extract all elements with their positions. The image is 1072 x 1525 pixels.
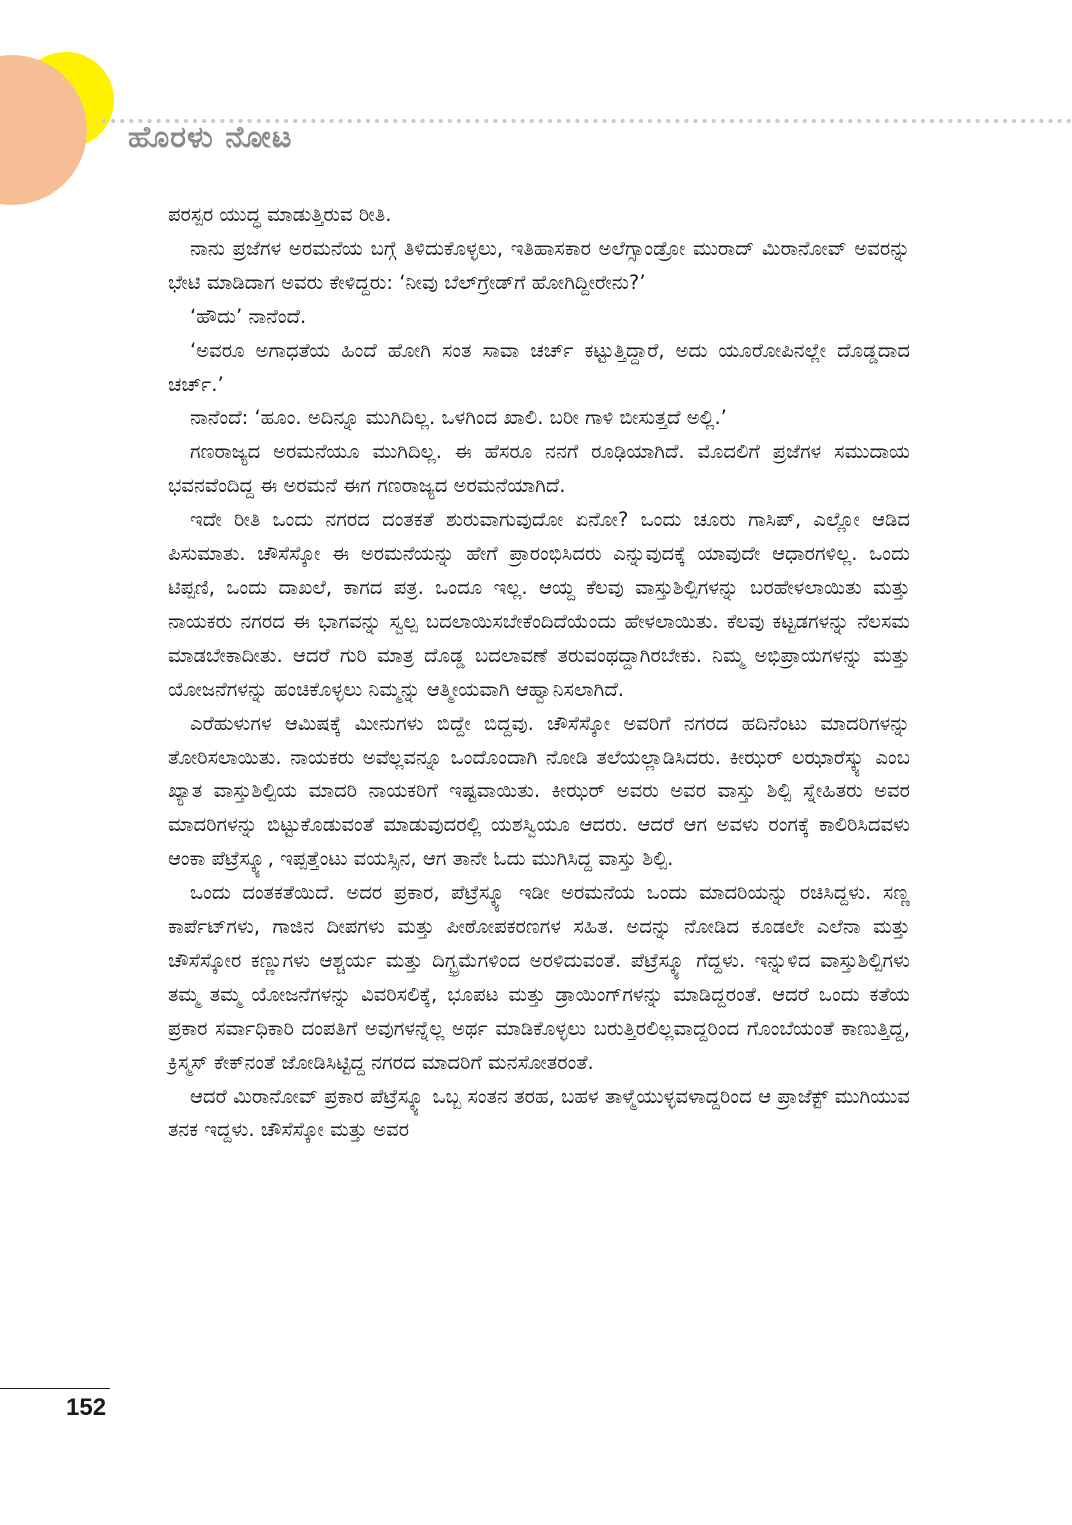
- paragraph: ನಾನೆಂದೆ: ‘ಹೂಂ. ಅದಿನ್ನೂ ಮುಗಿದಿಲ್ಲ. ಒಳಗಿಂದ ಖಾಲಿ. ಬರೀ ಗಾಳಿ ಬೀಸುತ್ತದೆ ಅಲ್ಲಿ.’: [190, 406, 727, 430]
- article-body: [168, 198, 910, 1147]
- paragraph: ‘ಅವರೂ ಅಗಾಧತೆಯ ಹಿಂದೆ ಹೋಗಿ ಸಂತ ಸಾವಾ ಚರ್ಚ್ ಕಟ್ಟುತ್ತಿದ್ದಾರೆ, ಅದು ಯೂರೋಪಿನಲ್ಲೇ ದೊಡ್ಡದಾದ ಚರ್ಚ್.’: [168, 338, 910, 396]
- paragraph: ಒಂದು ದಂತಕತೆಯಿದೆ. ಅದರ ಪ್ರಕಾರ, ಪೆಟ್ರೆಸ್ಕ್ಯೂ ಇಡೀ ಅರಮನೆಯ ಒಂದು ಮಾದರಿಯನ್ನು ರಚಿಸಿದ್ದಳು. ಸಣ್ಣ ಕಾರ್ಪೆಟ್‌ಗಳು, ಗಾಜಿನ ದೀಪಗಳು ಮತ್ತು ಪೀಠೋಪಕರಣಗಳ ಸಹಿತ. ಅದನ್ನು ನೋಡಿದ ಕೂಡಲೇ ಎಲೆನಾ ಮತ್ತು ಚೌಸೆಸ್ಕೋರ ಕಣ್ಣುಗಳು ಆಶ್ಚರ್ಯ ಮತ್ತು ದಿಗ್ಭ್ರಮೆಗಳಿಂದ ಅರಳಿದುವಂತೆ. ಪೆಟ್ರೆಸ್ಕ್ಯೂ ಗೆದ್ದಳು. ಇನ್ನುಳಿದ ವಾಸ್ತುಶಿಲ್ಪಿಗಳು ತಮ್ಮ ತಮ್ಮ ಯೋಜನೆಗಳನ್ನು ವಿವರಿಸಲಿಕ್ಕೆ, ಭೂಪಟ ಮತ್ತು ಡ್ರಾಯಿಂಗ್‌ಗಳನ್ನು ಮಾಡಿದ್ದರಂತೆ. ಆದರೆ ಒಂದು ಕತೆಯ ಪ್ರಕಾರ ಸರ್ವಾಧಿಕಾರಿ ದಂಪತಿಗೆ ಅವುಗಳನ್ನೆಲ್ಲ ಅರ್ಥ ಮಾಡಿಕೊಳ್ಳಲು ಬರುತ್ತಿರಲಿಲ್ಲವಾದ್ದರಿಂದ ಗೊಂಬೆಯಂತೆ ಕಾಣುತ್ತಿದ್ದ, ಕ್ರಿಸ್ಮಸ್ ಕೇಕ್‌ನಂತೆ ಜೋಡಿಸಿಟ್ಟಿದ್ದ ನಗರದ ಮಾದರಿಗೆ ಮನಸೋತರಂತೆ.: [168, 881, 910, 1074]
- page-number-rule: [0, 1388, 110, 1389]
- paragraph: ಎರೆಹುಳುಗಳ ಆಮಿಷಕ್ಕೆ ಮೀನುಗಳು ಬಿದ್ದೇ ಬಿದ್ದವು. ಚೌಸೆಸ್ಕೋ ಅವರಿಗೆ ನಗರದ ಹದಿನೆಂಟು ಮಾದರಿಗಳನ್ನು ತೋರಿಸಲಾಯಿತು. ನಾಯಕರು ಅವೆಲ್ಲವನ್ನೂ ಒಂದೊಂದಾಗಿ ನೋಡಿ ತಲೆಯಲ್ಲಾಡಿಸಿದರು. ಕೀಝರ್ ಲಝಾರೆಸ್ಕ್ಯು ಎಂಬ ಖ್ಯಾತ ವಾಸ್ತುಶಿಲ್ಪಿಯ ಮಾದರಿ ನಾಯಕರಿಗೆ ಇಷ್ಟವಾಯಿತು. ಕೀಝರ್ ಅವರು ಅವರ ವಾಸ್ತು ಶಿಲ್ಪಿ ಸ್ನೇಹಿತರು ಅವರ ಮಾದರಿಗಳನ್ನು ಬಿಟ್ಟುಕೊಡುವಂತೆ ಮಾಡುವುದರಲ್ಲಿ ಯಶಸ್ವಿಯೂ ಆದರು. ಆದರೆ ಆಗ ಅವಳು ರಂಗಕ್ಕೆ ಕಾಲಿರಿಸಿದವಳು ಆಂಕಾ ಪೆಟ್ರೆಸ್ಕ್ಯೂ, ಇಪ್ಪತ್ತೆಂಟು ವಯಸ್ಸಿನ, ಆಗ ತಾನೇ ಓದು ಮುಗಿಸಿದ್ದ ವಾಸ್ತು ಶಿಲ್ಪಿ.: [168, 711, 910, 871]
- page-number: 152: [66, 1394, 107, 1421]
- corner-decoration: [0, 0, 1072, 220]
- paragraph: ಇದೇ ರೀತಿ ಒಂದು ನಗರದ ದಂತಕತೆ ಶುರುವಾಗುವುದೋ ಏನೋ? ಒಂದು ಚೂರು ಗಾಸಿಪ್, ಎಲ್ಲೋ ಆಡಿದ ಪಿಸುಮಾತು. ಚೌಸೆಸ್ಕೋ ಈ ಅರಮನೆಯನ್ನು ಹೇಗೆ ಪ್ರಾರಂಭಿಸಿದರು ಎನ್ನುವುದಕ್ಕೆ ಯಾವುದೇ ಆಧಾರಗಳಿಲ್ಲ. ಒಂದು ಟಿಪ್ಪಣಿ, ಒಂದು ದಾಖಲೆ, ಕಾಗದ ಪತ್ರ. ಒಂದೂ ಇಲ್ಲ. ಆಯ್ದ ಕೆಲವು ವಾಸ್ತುಶಿಲ್ಪಿಗಳನ್ನು ಬರಹೇಳಲಾಯಿತು ಮತ್ತು ನಾಯಕರು ನಗರದ ಈ ಭಾಗವನ್ನು ಸ್ವಲ್ಪ ಬದಲಾಯಿಸಬೇಕೆಂದಿದೆಯೆಂದು ಹೇಳಲಾಯಿತು. ಕೆಲವು ಕಟ್ಟಡಗಳನ್ನು ನೆಲಸಮ ಮಾಡಬೇಕಾದೀತು. ಆದರೆ ಗುರಿ ಮಾತ್ರ ದೊಡ್ಡ ಬದಲಾವಣೆ ತರುವಂಥದ್ದಾಗಿರಬೇಕು. ನಿಮ್ಮ ಅಭಿಪ್ರಾಯಗಳನ್ನು ಮತ್ತು ಯೋಜನೆಗಳನ್ನು ಹಂಚಿಕೊಳ್ಳಲು ನಿಮ್ಮನ್ನು ಆತ್ಮೀಯವಾಗಿ ಆಹ್ವಾನಿಸಲಾಗಿದೆ.: [168, 508, 910, 701]
- paragraph: ಗಣರಾಜ್ಯದ ಅರಮನೆಯೂ ಮುಗಿದಿಲ್ಲ. ಈ ಹೆಸರೂ ನನಗೆ ರೂಢಿಯಾಗಿದೆ. ಮೊದಲಿಗೆ ಪ್ರಜೆಗಳ ಸಮುದಾಯ ಭವನವೆಂದಿದ್ದ ಈ ಅರಮನೆ ಈಗ ಗಣರಾಜ್ಯದ ಅರಮನೆಯಾಗಿದೆ.: [168, 440, 910, 498]
- paragraph: ನಾನು ಪ್ರಜೆಗಳ ಅರಮನೆಯ ಬಗ್ಗೆ ತಿಳಿದುಕೊಳ್ಳಲು, ಇತಿಹಾಸಕಾರ ಅಲೆಗ್ಸಾಂಡ್ರೋ ಮುರಾದ್ ಮಿರಾನೋವ್ ಅವರನ್ನು ಭೇಟಿ ಮಾಡಿದಾಗ ಅವರು ಕೇಳಿದ್ದರು: ‘ನೀವು ಬೆಲ್‌ಗ್ರೇಡ್‌ಗೆ ಹೋಗಿದ್ದೀರೇನು?’: [168, 236, 910, 294]
- paragraph: ಆದರೆ ಮಿರಾನೋವ್ ಪ್ರಕಾರ ಪೆಟ್ರೆಸ್ಕ್ಯೂ ಒಬ್ಬ ಸಂತನ ತರಹ, ಬಹಳ ತಾಳ್ಮೆಯುಳ್ಳವಳಾದ್ದರಿಂದ ಆ ಪ್ರಾಜೆಕ್ಟ್ ಮುಗಿಯುವ ತನಕ ಇದ್ದಳು. ಚೌಸೆಸ್ಕೋ ಮತ್ತು ಅವರ: [168, 1084, 910, 1142]
- paragraph: ‘ಹೌದು’ ನಾನೆಂದೆ.: [190, 304, 307, 328]
- paragraph: ಪರಸ್ಪರ ಯುದ್ಧ ಮಾಡುತ್ತಿರುವ ರೀತಿ.: [168, 203, 392, 226]
- section-title: ಹೊರಳು ನೋಟ: [128, 120, 293, 155]
